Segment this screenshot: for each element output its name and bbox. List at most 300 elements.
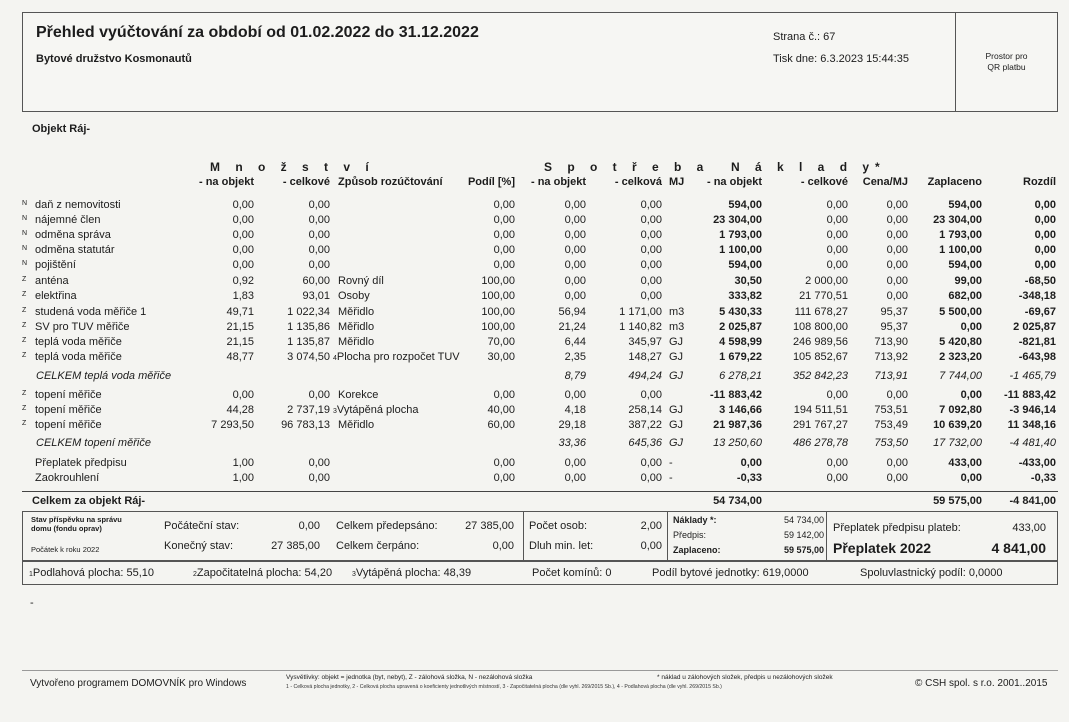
cell-so: 0,00 — [564, 290, 586, 302]
row-label: pojištění — [35, 259, 76, 271]
row-label: CELKEM teplá voda měřiče — [36, 370, 172, 382]
cell-mo: 0,00 — [232, 389, 254, 401]
cell-nc: 0,00 — [826, 244, 848, 256]
row-label: odměna správa — [35, 229, 111, 241]
footer-line — [22, 670, 1058, 671]
cell-zap: 0,00 — [960, 389, 982, 401]
cell-cena: 0,00 — [886, 457, 908, 469]
cell-pod: 0,00 — [493, 457, 515, 469]
cell-roz: 0,00 — [1034, 244, 1056, 256]
cell-sc: 387,22 — [628, 419, 662, 431]
cell-so: 0,00 — [564, 259, 586, 271]
cell-no: 333,82 — [728, 290, 762, 302]
cell-mo: 49,71 — [226, 306, 254, 318]
cell-mj: - — [669, 472, 673, 484]
prescription-label: Předpis: — [673, 530, 707, 540]
cell-pod: 0,00 — [493, 214, 515, 226]
cell-mo: 1,00 — [232, 457, 254, 469]
row-label: CELKEM topení měřiče — [36, 437, 151, 449]
cell-pod: 100,00 — [481, 275, 515, 287]
row-type-marker: Z — [22, 276, 27, 283]
table-row — [0, 259, 1069, 274]
cell-nc: 352 842,23 — [792, 370, 848, 382]
object-total-zaplaceno: 59 575,00 — [933, 495, 982, 507]
table-row — [0, 336, 1069, 351]
cell-mj: - — [669, 457, 673, 469]
cell-nc: 108 800,00 — [792, 321, 848, 333]
cell-roz: 0,00 — [1034, 259, 1056, 271]
cell-sc: 0,00 — [640, 389, 662, 401]
cell-pod: 60,00 — [487, 419, 515, 431]
cell-zp — [333, 404, 463, 416]
fund-label-2: domu (fondu oprav) — [31, 524, 102, 533]
cell-mo: 0,00 — [232, 259, 254, 271]
cell-roz: -643,98 — [1018, 351, 1056, 363]
paid-label: Zaplaceno: — [673, 545, 721, 555]
cell-roz: 0,00 — [1034, 214, 1056, 226]
cell-roz: -11 883,42 — [1004, 389, 1056, 401]
cell-cena: 713,90 — [874, 336, 908, 348]
cell-mj: GJ — [669, 351, 684, 363]
fund-divider-1 — [523, 511, 524, 561]
cell-pod: 100,00 — [481, 321, 515, 333]
cell-roz: -1 465,79 — [1009, 370, 1056, 382]
fund-prescribed-value: 27 385,00 — [465, 520, 514, 532]
fund-drawn-label: Celkem čerpáno: — [336, 540, 420, 552]
table-row — [0, 229, 1069, 244]
cell-mj: GJ — [669, 336, 684, 348]
col-header-mj: MJ — [669, 176, 685, 188]
cell-mo: 7 293,50 — [211, 419, 254, 431]
chimney-count: Počet komínů: 0 — [532, 567, 612, 579]
cell-roz: -68,50 — [1024, 275, 1056, 287]
cell-so: 0,00 — [564, 472, 586, 484]
cell-mc: 2 737,19 — [287, 404, 330, 416]
cell-roz: -3 946,14 — [1009, 404, 1056, 416]
cell-no: 1 793,00 — [719, 229, 762, 241]
qr-label-2: QR platbu — [987, 62, 1026, 72]
cell-zap: 5 500,00 — [939, 306, 982, 318]
costs-value: 54 734,00 — [783, 515, 824, 525]
cell-cena: 713,91 — [874, 370, 908, 382]
col-header-zaplaceno: Zaplaceno — [927, 176, 982, 188]
footer-program: Vytvořeno programem DOMOVNÍK pro Windows — [30, 678, 247, 689]
cell-roz: -69,67 — [1024, 306, 1056, 318]
countable-area: 2Započitatelná plocha: 54,20 — [193, 567, 333, 579]
debt-value: 0,00 — [640, 540, 662, 552]
row-label: topení měřiče — [35, 404, 102, 416]
footer-copyright: © CSH spol. s r.o. 2001..2015 — [915, 678, 1048, 689]
prescription-overpay-value: 433,00 — [1012, 522, 1046, 534]
cell-roz: 0,00 — [1034, 229, 1056, 241]
table-row — [0, 404, 1069, 419]
row-type-marker: N — [22, 230, 28, 237]
cell-pod: 30,00 — [487, 351, 515, 363]
cell-nc: 2 000,00 — [805, 275, 848, 287]
cell-nc: 21 770,51 — [799, 290, 848, 302]
cell-no: 594,00 — [728, 259, 762, 271]
col-header-zpusob: Způsob rozúčtování — [338, 176, 443, 188]
cell-so: 2,35 — [564, 351, 586, 363]
cell-zp-superscript: 4 — [333, 355, 337, 362]
page-title: Přehled vyúčtování za období od 01.02.2022 do 31.12.2022 — [36, 24, 479, 41]
cell-nc: 0,00 — [826, 214, 848, 226]
cell-mc: 1 135,87 — [287, 336, 330, 348]
table-row — [0, 275, 1069, 290]
cell-no: 2 025,87 — [719, 321, 762, 333]
cell-mc: 0,00 — [308, 244, 330, 256]
cell-roz: -348,18 — [1018, 290, 1056, 302]
cell-sc: 494,24 — [628, 370, 662, 382]
cell-so: 0,00 — [564, 244, 586, 256]
cell-cena: 0,00 — [886, 290, 908, 302]
table-row — [0, 351, 1069, 366]
col-header-naklady-objekt: - na objekt — [706, 176, 762, 188]
cell-zp-superscript: 3 — [333, 408, 337, 415]
paid-value: 59 575,00 — [783, 545, 824, 555]
cell-zp: Osoby — [338, 290, 370, 302]
cell-mc: 96 783,13 — [281, 419, 330, 431]
col-header-spotreba-objekt: - na objekt — [530, 176, 586, 188]
cell-mc: 0,00 — [308, 259, 330, 271]
cell-cena: 753,51 — [874, 404, 908, 416]
dash-mark: - — [30, 597, 34, 609]
row-type-marker: N — [22, 200, 28, 207]
table-row — [0, 321, 1069, 336]
cell-roz: -821,81 — [1018, 336, 1056, 348]
cell-zap: 2 323,20 — [939, 351, 982, 363]
row-label: topení měřiče — [35, 389, 102, 401]
cell-roz: -0,33 — [1030, 472, 1056, 484]
row-type-marker: Z — [22, 390, 27, 397]
table-row — [0, 290, 1069, 305]
cell-zap: 17 732,00 — [933, 437, 982, 449]
cell-no: 4 598,99 — [719, 336, 762, 348]
cell-no: 23 304,00 — [713, 214, 762, 226]
cell-mo: 44,28 — [226, 404, 254, 416]
cell-nc: 0,00 — [826, 199, 848, 211]
cell-no: 6 278,21 — [719, 370, 762, 382]
table-row — [0, 214, 1069, 229]
cell-zap: 23 304,00 — [933, 214, 982, 226]
col-header-spotreba-celkova: - celková — [614, 176, 662, 188]
cell-mj: GJ — [669, 437, 684, 449]
cell-no: 1 100,00 — [719, 244, 762, 256]
persons-label: Počet osob: — [529, 520, 588, 532]
fund-start-label: Počáteční stav: — [164, 520, 240, 532]
row-label: elektřina — [35, 290, 77, 302]
fund-drawn-value: 0,00 — [492, 540, 514, 552]
cell-zp: Měřidlo — [338, 336, 375, 348]
row-label: daň z nemovitosti — [35, 199, 121, 211]
fund-label-1: Stav příspěvku na správu — [31, 515, 122, 524]
row-type-marker: Z — [22, 291, 27, 298]
cell-mc: 1 022,34 — [287, 306, 330, 318]
cell-zp: Korekce — [338, 389, 379, 401]
cell-mj: m3 — [669, 306, 685, 318]
prescription-value: 59 142,00 — [783, 530, 824, 540]
col-header-rozdil: Rozdíl — [1023, 176, 1056, 188]
cell-zap: 5 420,80 — [939, 336, 982, 348]
fund-prescribed-label: Celkem předepsáno: — [336, 520, 438, 532]
cell-no: 594,00 — [728, 199, 762, 211]
cell-sc: 1 140,82 — [619, 321, 662, 333]
cell-mo: 48,77 — [226, 351, 254, 363]
footer-legend-1: Vysvětlivky: objekt = jednotka (byt, nebyt), Z - zálohová složka, N - nezálohová složka — [286, 674, 533, 681]
cell-so: 0,00 — [564, 457, 586, 469]
fund-end-value: 27 385,00 — [271, 540, 320, 552]
cell-sc: 0,00 — [640, 472, 662, 484]
cell-nc: 0,00 — [826, 472, 848, 484]
cell-zap: 10 639,20 — [933, 419, 982, 431]
cell-roz: -433,00 — [1018, 457, 1056, 469]
cell-zap: 594,00 — [948, 259, 982, 271]
fund-divider-2 — [667, 511, 668, 561]
col-header-na-objekt: - na objekt — [198, 176, 254, 188]
fund-start-value: 0,00 — [298, 520, 320, 532]
cell-zap: 682,00 — [948, 290, 982, 302]
cell-sc: 1 171,00 — [619, 306, 662, 318]
cell-nc: 291 767,27 — [792, 419, 848, 431]
fund-divider-3 — [826, 511, 827, 561]
cell-cena: 0,00 — [886, 389, 908, 401]
cell-pod: 0,00 — [493, 229, 515, 241]
cell-nc: 194 511,51 — [793, 404, 848, 416]
col-header-celkove: - celkové — [282, 176, 330, 188]
table-row — [0, 437, 1069, 452]
col-group-naklady: N á k l a d y* — [731, 160, 886, 174]
cell-pod: 0,00 — [493, 259, 515, 271]
table-row — [0, 472, 1069, 487]
cell-cena: 753,50 — [874, 437, 908, 449]
row-type-marker: Z — [22, 405, 27, 412]
row-label: anténa — [35, 275, 69, 287]
footer-legend-2: 1 - Celková plocha jednotky, 2 - Celková plocha upravená o koeficienty jednotlivých místností, 3 - Započitatelná plocha (dle vyhl. 269/2015 Sb.), 4 - Podlahová plocha (dle vyhl. 269/2015 Sb.) — [286, 684, 722, 690]
cell-mo: 1,00 — [232, 472, 254, 484]
cell-mo: 21,15 — [226, 321, 254, 333]
row-label: nájemné člen — [35, 214, 101, 226]
cell-zp: Měřidlo — [338, 321, 375, 333]
cell-zap: 1 793,00 — [939, 229, 982, 241]
cell-zap: 7 092,80 — [939, 404, 982, 416]
row-label: teplá voda měřiče — [35, 351, 122, 363]
persons-value: 2,00 — [640, 520, 662, 532]
cell-no: 30,50 — [734, 275, 762, 287]
cell-so: 0,00 — [564, 389, 586, 401]
row-label: Přeplatek předpisu — [35, 457, 127, 469]
cell-no: 3 146,66 — [719, 404, 762, 416]
cell-mo: 0,00 — [232, 229, 254, 241]
table-row — [0, 457, 1069, 472]
total-separator — [22, 491, 1058, 492]
debt-label: Dluh min. let: — [529, 540, 594, 552]
cell-so: 0,00 — [564, 199, 586, 211]
cell-zp: Rovný díl — [338, 275, 384, 287]
cell-no: -11 883,42 — [710, 389, 762, 401]
qr-label-1: Prostor pro — [985, 51, 1028, 61]
cell-zp: Měřidlo — [338, 419, 375, 431]
cell-zap: 7 744,00 — [939, 370, 982, 382]
cell-sc: 258,14 — [628, 404, 662, 416]
cell-mc: 0,00 — [308, 389, 330, 401]
overpay-label: Přeplatek 2022 — [833, 540, 932, 556]
col-group-mnozstvi: M n o ž s t v í — [210, 160, 375, 174]
overpay-value: 4 841,00 — [991, 540, 1046, 556]
cell-zp-text: Vytápěná plocha — [336, 404, 419, 416]
cell-sc: 0,00 — [640, 259, 662, 271]
object-total-naklady: 54 734,00 — [713, 495, 762, 507]
cell-mo: 1,83 — [232, 290, 254, 302]
cell-sc: 0,00 — [640, 457, 662, 469]
cell-cena: 0,00 — [886, 244, 908, 256]
cell-cena: 713,92 — [874, 351, 908, 363]
cell-cena: 95,37 — [880, 321, 908, 333]
cell-mj: GJ — [669, 370, 684, 382]
cell-pod: 100,00 — [481, 290, 515, 302]
costs-label: Náklady *: — [673, 515, 717, 525]
cell-mc: 0,00 — [308, 472, 330, 484]
cell-nc: 246 989,56 — [792, 336, 848, 348]
row-label: SV pro TUV měřiče — [35, 321, 130, 333]
organization-name: Bytové družstvo Kosmonautů — [36, 53, 192, 65]
cell-cena: 95,37 — [880, 306, 908, 318]
cell-zap: 0,00 — [960, 472, 982, 484]
cell-no: 1 679,22 — [719, 351, 762, 363]
cell-mo: 0,00 — [232, 214, 254, 226]
cell-nc: 0,00 — [826, 259, 848, 271]
cell-cena: 0,00 — [886, 199, 908, 211]
row-type-marker: Z — [22, 337, 27, 344]
cell-mj: GJ — [669, 404, 684, 416]
cell-nc: 0,00 — [826, 229, 848, 241]
cell-sc: 0,00 — [640, 290, 662, 302]
cell-sc: 345,97 — [628, 336, 662, 348]
table-row — [0, 389, 1069, 404]
cell-pod: 0,00 — [493, 389, 515, 401]
cell-zap: 433,00 — [948, 457, 982, 469]
cell-pod: 0,00 — [493, 199, 515, 211]
floor-area: 1Podlahová plocha: 55,10 — [29, 567, 155, 579]
row-type-marker: Z — [22, 322, 27, 329]
cell-so: 29,18 — [558, 419, 586, 431]
table-row — [0, 306, 1069, 321]
col-group-spotreba: S p o t ř e b a — [544, 160, 710, 174]
cell-so: 6,44 — [564, 336, 586, 348]
cell-so: 21,24 — [558, 321, 586, 333]
cell-zap: 0,00 — [960, 321, 982, 333]
cell-zp-text: Plocha pro rozpočet TUV — [336, 351, 460, 363]
cell-sc: 0,00 — [640, 199, 662, 211]
prescription-overpay-label: Přeplatek předpisu plateb: — [833, 522, 961, 534]
print-date: Tisk dne: 6.3.2023 15:44:35 — [773, 53, 909, 65]
col-header-naklady-celkove: - celkové — [800, 176, 848, 188]
row-type-marker: Z — [22, 420, 27, 427]
cell-cena: 0,00 — [886, 229, 908, 241]
cell-mo: 0,92 — [232, 275, 254, 287]
cell-cena: 753,49 — [874, 419, 908, 431]
cell-sc: 0,00 — [640, 244, 662, 256]
row-type-marker: Z — [22, 352, 27, 359]
row-label: Zaokrouhlení — [35, 472, 100, 484]
fund-label-3: Počátek k roku 2022 — [31, 545, 100, 554]
cell-roz: 2 025,87 — [1013, 321, 1056, 333]
cell-sc: 148,27 — [628, 351, 662, 363]
heated-area: 3Vytápěná plocha: 48,39 — [352, 567, 472, 579]
cell-sc: 645,36 — [628, 437, 662, 449]
footer-legend-note: * náklad u zálohových složek, předpis u nezálohových složek — [657, 674, 833, 681]
table-row — [0, 244, 1069, 259]
cell-mo: 21,15 — [226, 336, 254, 348]
col-header-cena: Cena/MJ — [862, 176, 908, 188]
cell-sc: 0,00 — [640, 214, 662, 226]
cell-mc: 0,00 — [308, 214, 330, 226]
cell-roz: 11 348,16 — [1007, 419, 1056, 431]
cell-so: 0,00 — [564, 275, 586, 287]
cell-cena: 0,00 — [886, 472, 908, 484]
row-label: topení měřiče — [35, 419, 102, 431]
cell-zap: 99,00 — [954, 275, 982, 287]
row-label: studená voda měřiče 1 — [35, 306, 147, 318]
cell-nc: 486 278,78 — [792, 437, 848, 449]
cell-nc: 0,00 — [826, 389, 848, 401]
cell-mc: 0,00 — [308, 457, 330, 469]
table-row — [0, 370, 1069, 385]
row-type-marker: N — [22, 215, 28, 222]
cell-mo: 0,00 — [232, 244, 254, 256]
row-type-marker: N — [22, 260, 28, 267]
cell-pod: 70,00 — [487, 336, 515, 348]
row-label: teplá voda měřiče — [35, 336, 122, 348]
cell-cena: 0,00 — [886, 275, 908, 287]
col-header-podil: Podíl [%] — [467, 176, 515, 188]
cell-zp — [333, 351, 463, 363]
cell-mc: 1 135,86 — [287, 321, 330, 333]
cell-no: 21 987,36 — [713, 419, 762, 431]
fund-end-label: Konečný stav: — [164, 540, 234, 552]
cell-mo: 0,00 — [232, 199, 254, 211]
cell-so: 4,18 — [564, 404, 586, 416]
cell-cena: 0,00 — [886, 214, 908, 226]
cell-so: 0,00 — [564, 229, 586, 241]
row-type-marker: N — [22, 245, 28, 252]
cell-mj: m3 — [669, 321, 685, 333]
object-total-rozdil: -4 841,00 — [1009, 495, 1056, 507]
cell-so: 56,94 — [558, 306, 586, 318]
cell-cena: 0,00 — [886, 259, 908, 271]
cell-mj: GJ — [669, 419, 684, 431]
cell-mc: 60,00 — [302, 275, 330, 287]
cell-mc: 0,00 — [308, 229, 330, 241]
object-label: Objekt Ráj- — [32, 123, 91, 135]
page-number: Strana č.: 67 — [773, 31, 836, 43]
cell-roz: -4 481,40 — [1009, 437, 1056, 449]
row-label: odměna statutár — [35, 244, 115, 256]
cell-no: 13 250,60 — [713, 437, 762, 449]
cell-mc: 93,01 — [302, 290, 330, 302]
cell-so: 33,36 — [558, 437, 586, 449]
cell-pod: 40,00 — [487, 404, 515, 416]
cell-mc: 0,00 — [308, 199, 330, 211]
cell-nc: 111 678,27 — [794, 306, 848, 318]
cell-no: 5 430,33 — [719, 306, 762, 318]
cell-sc: 0,00 — [640, 229, 662, 241]
object-total-label: Celkem za objekt Ráj- — [32, 495, 146, 507]
cell-no: 0,00 — [740, 457, 762, 469]
unit-share: Podíl bytové jednotky: 619,0000 — [652, 567, 809, 579]
cell-pod: 100,00 — [481, 306, 515, 318]
cell-so: 0,00 — [564, 214, 586, 226]
cell-zp: Měřidlo — [338, 306, 375, 318]
